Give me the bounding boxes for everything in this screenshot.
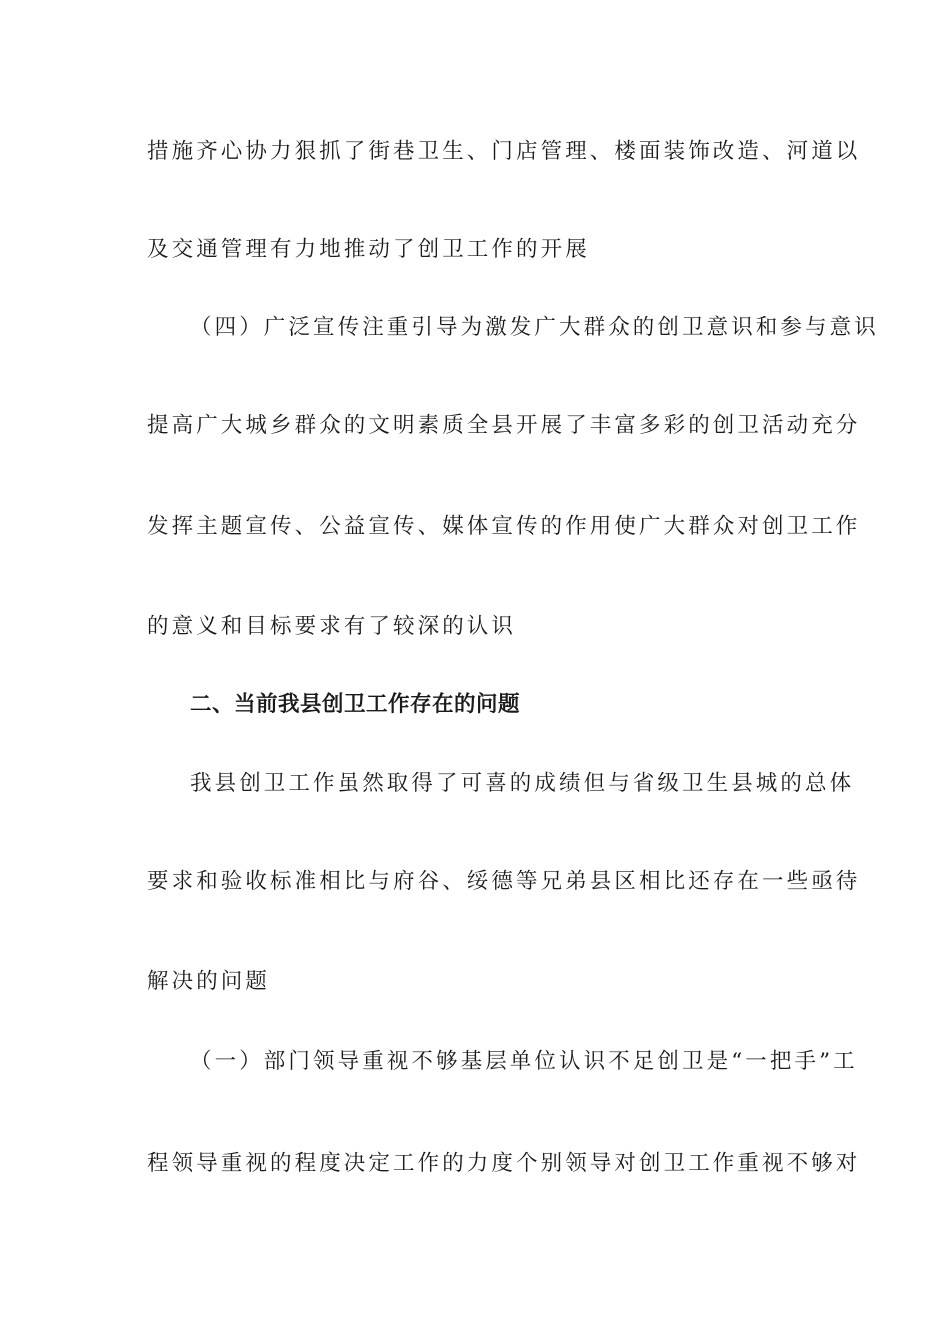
subsection-one-line: （一）部门领导重视不够基层单位认识不足创卫是“一把手”工: [190, 1049, 858, 1074]
paragraph-line: 及交通管理有力地推动了创卫工作的开展: [147, 237, 590, 262]
paragraph-line: 要求和验收标准相比与府谷、绥德等兄弟县区相比还存在一些亟待: [147, 869, 861, 894]
paragraph-line: 我县创卫工作虽然取得了可喜的成绩但与省级卫生县城的总体: [190, 771, 855, 796]
section-two-heading: 二、当前我县创卫工作存在的问题: [190, 692, 521, 717]
paragraph-line: 提高广大城乡群众的文明素质全县开展了丰富多彩的创卫活动充分: [147, 413, 861, 438]
paragraph-line: 解决的问题: [147, 969, 271, 994]
paragraph-line: 的意义和目标要求有了较深的认识: [147, 614, 517, 639]
section-four-heading-line: （四）广泛宣传注重引导为激发广大群众的创卫意识和参与意识: [190, 315, 879, 340]
paragraph-line: 程领导重视的程度决定工作的力度个别领导对创卫工作重视不够对: [147, 1151, 861, 1176]
paragraph-line: 发挥主题宣传、公益宣传、媒体宣传的作用使广大群众对创卫工作: [147, 514, 861, 539]
paragraph-line: 措施齐心协力狠抓了街巷卫生、门店管理、楼面装饰改造、河道以: [147, 139, 861, 164]
